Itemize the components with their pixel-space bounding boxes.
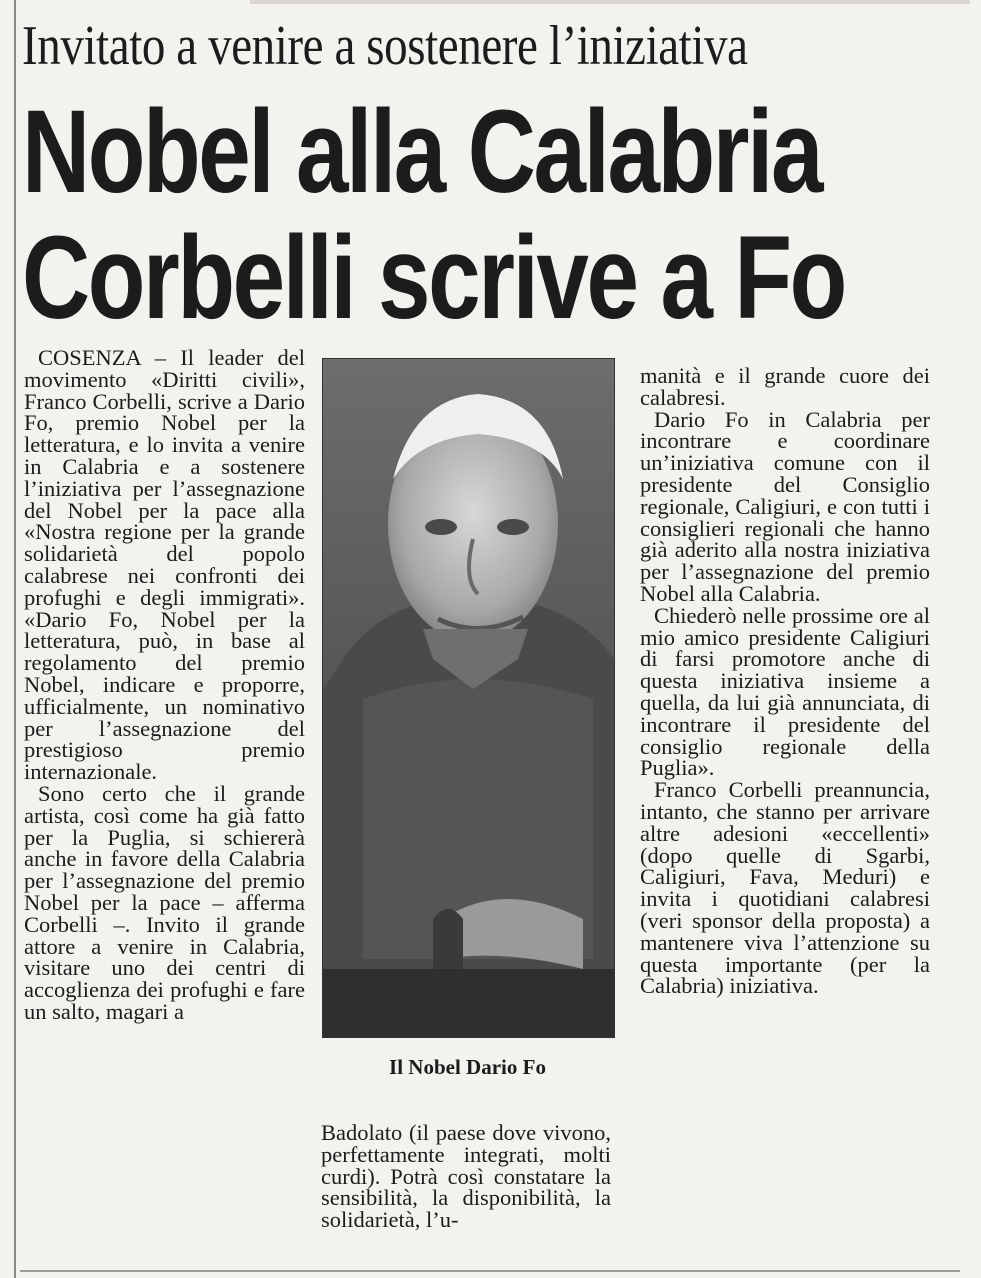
- headline-line-2: Corbelli scrive a Fo: [22, 212, 845, 344]
- paragraph: Chiederò nelle prossime ore al mio amico presidente Caligiuri di farsi promotore anche di questa iniziativa insieme a quella, da lui già annunciata, di incontrare il presidente del consiglio regionale della Puglia».: [640, 602, 930, 781]
- paragraph: COSENZA – Il leader del movimento «Diritti civili», Franco Corbelli, scrive a Dario Fo, premio Nobel per la letteratura, e lo invita a venire in Calabria e a sostenere l’iniziativa per l’assegnazione del Nobel per la pace alla «Nostra regione per la grande solidarietà del popolo calabrese nei confronti dei profughi e degli immigrati». «Dario Fo, Nobel per la letteratura, può, in base al regolamento del premio Nobel, indicare e proporre, ufficialmente, un nominativo per l’assegnazione del prestigioso premio internazionale.: [24, 345, 305, 785]
- photo-caption: Il Nobel Dario Fo: [389, 1055, 546, 1079]
- paragraph: Dario Fo in Calabria per incontrare e coordinare un’iniziativa comune con il presidente del Consiglio regionale, Caligiuri, e con tutti i consiglieri regionali che hanno già aderito alla nostra iniziativa per l’assegnazione del premio Nobel alla Calabria.: [640, 406, 930, 606]
- article-column-2: [321, 1122, 611, 1231]
- article-column-1: [24, 347, 305, 1023]
- clipping-top-edge: [250, 0, 970, 4]
- article-kicker: Invitato a venire a sostenere l’iniziativa: [22, 15, 748, 77]
- paragraph: Sono certo che il grande artista, così come ha già fatto per la Puglia, si schiererà anche in favore della Calabria per l’assegnazione del premio Nobel per la pace – afferma Corbelli –. Invito il grande attore a venire in Calabria, visitare uno dei centri di accoglienza dei profughi e fare un salto, magari a: [24, 780, 305, 1024]
- portrait-photo: [322, 358, 615, 1038]
- article-column-3: [640, 365, 930, 997]
- headline-line-1: Nobel alla Calabria: [22, 86, 822, 218]
- paragraph: Badolato (il paese dove vivono, perfettamente integrati, molti curdi). Potrà così constatare la sensibilità, la disponibilità, la solidarietà, l’u-: [321, 1120, 611, 1233]
- paragraph: manità e il grande cuore dei calabresi.: [640, 363, 930, 410]
- paragraph: Franco Corbelli preannuncia, intanto, che stanno per arrivare altre adesioni «eccellenti» (dopo quelle di Sgarbi, Caligiuri, Fava, Meduri) e invita i quotidiani calabresi (veri sponsor della proposta) a mantenere viva l’attenzione su questa importante (per la Calabria) iniziativa.: [640, 777, 930, 999]
- clipping-bottom-edge: [20, 1270, 960, 1272]
- column-rule-left: [14, 0, 16, 1278]
